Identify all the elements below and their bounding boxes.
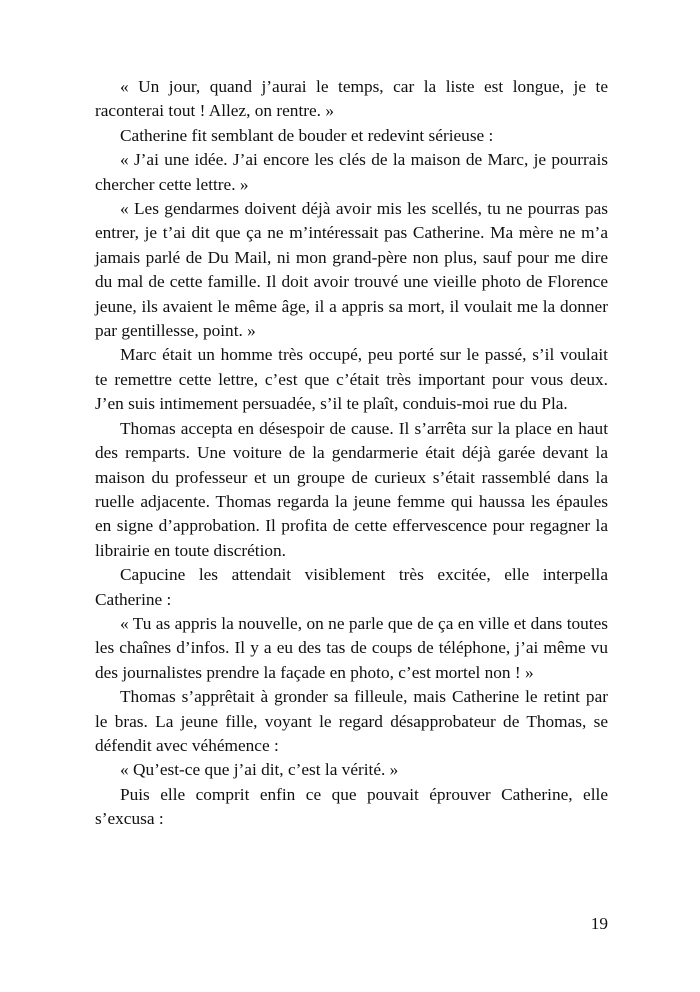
paragraph: Capucine les attendait visiblement très excitée, elle interpella Catherine : bbox=[95, 565, 608, 609]
paragraph: Puis elle comprit enfin ce que pouvait éprouver Catherine, elle s’excusa : bbox=[95, 784, 608, 829]
body-text bbox=[95, 75, 608, 832]
paragraph: Marc était un homme très occupé, peu porté sur le passé, s’il voulait te remettre cette lettre, c’est que c’était très important pour vous deux. J’en suis intimement persuadée, s’il te plaît, conduis-moi rue du Pla. bbox=[95, 345, 608, 414]
paragraph: « Un jour, quand j’aurai le temps, car la liste est longue, je te raconterai tout ! Allez, on rentre. » bbox=[95, 77, 608, 121]
paragraph: « Tu as appris la nouvelle, on ne parle que de ça en ville et dans toutes les chaînes d’infos. Il y a eu des tas de coups de téléphone, j’ai même vu des journalistes prendre la façade en photo, c’est mortel non ! » bbox=[95, 613, 608, 682]
paragraph: Catherine fit semblant de bouder et redevint sérieuse : bbox=[120, 125, 494, 145]
paragraph: Thomas accepta en désespoir de cause. Il s’arrêta sur la place en haut des remparts. Une voiture de la gendarmerie était déjà garée devant la maison du professeur et un groupe de curieux s’était rassemblé dans la ruelle adjacente. Thomas regarda la jeune femme qui haussa les épaules en signe d’approbation. Il profita de cette effervescence pour regagner la librairie en toute discrétion. bbox=[95, 418, 608, 560]
paragraph: « J’ai une idée. J’ai encore les clés de la maison de Marc, je pourrais chercher cette lettre. » bbox=[95, 150, 608, 194]
page-number: 19 bbox=[590, 914, 608, 933]
paragraph: Thomas s’apprêtait à gronder sa filleule, mais Catherine le retint par le bras. La jeune fille, voyant le regard désapprobateur de Thomas, se défendit avec véhémence : bbox=[95, 687, 608, 755]
paragraph: « Les gendarmes doivent déjà avoir mis les scellés, tu ne pourras pas entrer, je t’ai dit que ça ne m’intéressait pas Catherine. Ma mère ne m’a jamais parlé de Du Mail, ni mon grand-père non plus, sauf pour me dire du mal de cette famille. Il doit avoir trouvé une vieille photo de Florence jeune, ils avaient le même âge, il a appris sa mort, il voulait me la donner par gentillesse, point. » bbox=[95, 199, 608, 341]
paragraph: « Qu’est-ce que j’ai dit, c’est la vérité. » bbox=[120, 760, 399, 780]
